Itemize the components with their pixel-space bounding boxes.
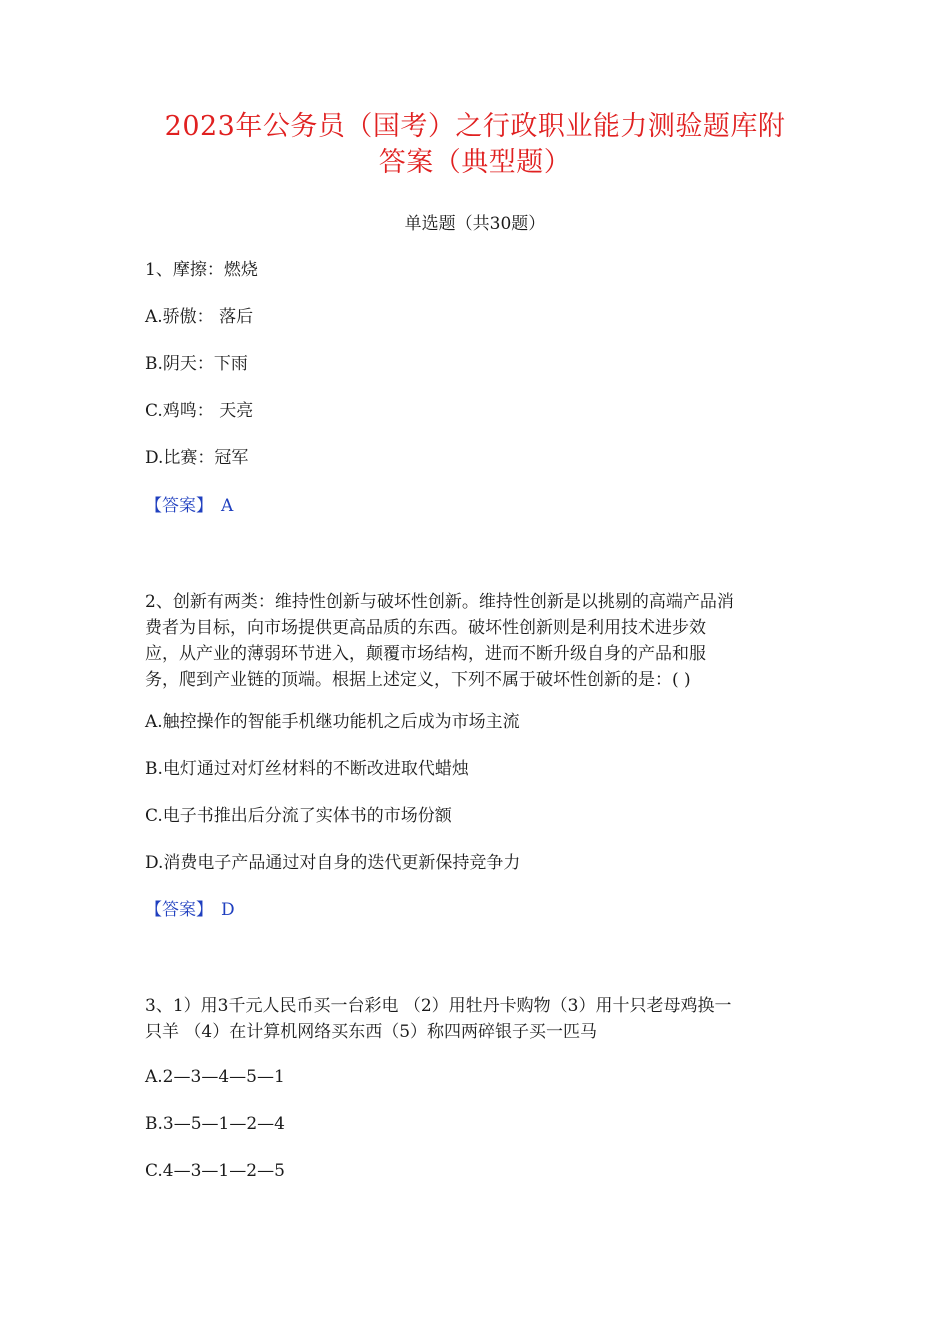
section-heading: 单选题（共30题）	[404, 214, 546, 234]
question-1-option-c: C.鸡鸣： 天亮	[145, 401, 254, 421]
question-2-stem-line-1: 2、创新有两类：维持性创新与破坏性创新。维持性创新是以挑剔的高端产品消	[145, 592, 734, 612]
document-title-line-2: 答案（典型题）	[378, 147, 572, 178]
answer-label: 【答案】	[145, 496, 213, 516]
question-3-option-b: B.3—5—1—2—4	[145, 1114, 285, 1134]
question-2-stem-line-2: 费者为目标，向市场提供更高品质的东西。破坏性创新则是利用技术进步效	[145, 618, 706, 638]
question-2-option-c: C.电子书推出后分流了实体书的市场份额	[145, 806, 452, 826]
question-1-option-a: A.骄傲： 落后	[145, 307, 254, 327]
question-1-option-b: B.阴天：下雨	[145, 354, 248, 374]
question-2-stem-line-4: 务，爬到产业链的顶端。根据上述定义，下列不属于破坏性创新的是：( )	[145, 670, 691, 690]
document-title-line-1: 2023年公务员（国考）之行政职业能力测验题库附	[164, 111, 786, 142]
question-1-answer-value: A	[221, 496, 234, 516]
question-1-answer	[145, 494, 233, 518]
question-1-option-d: D.比赛：冠军	[145, 448, 249, 468]
question-3-stem-line-2: 只羊 （4）在计算机网络买东西（5）称四两碎银子买一匹马	[145, 1022, 598, 1042]
answer-label: 【答案】	[145, 900, 213, 920]
question-2-answer-value: D	[221, 900, 235, 920]
question-1-stem: 1、摩擦：燃烧	[145, 260, 258, 280]
question-2-option-b: B.电灯通过对灯丝材料的不断改进取代蜡烛	[145, 759, 469, 779]
question-3-option-a: A.2—3—4—5—1	[145, 1067, 285, 1087]
question-2-option-d: D.消费电子产品通过对自身的迭代更新保持竞争力	[145, 853, 521, 873]
question-2-option-a: A.触控操作的智能手机继功能机之后成为市场主流	[145, 712, 520, 732]
question-2-stem-line-3: 应，从产业的薄弱环节进入，颠覆市场结构，进而不断升级自身的产品和服	[145, 644, 706, 664]
question-2-answer	[145, 898, 235, 922]
question-3-option-c: C.4—3—1—2—5	[145, 1161, 285, 1181]
question-3-stem-line-1: 3、1）用3千元人民币买一台彩电 （2）用牡丹卡购物（3）用十只老母鸡换一	[145, 996, 732, 1016]
